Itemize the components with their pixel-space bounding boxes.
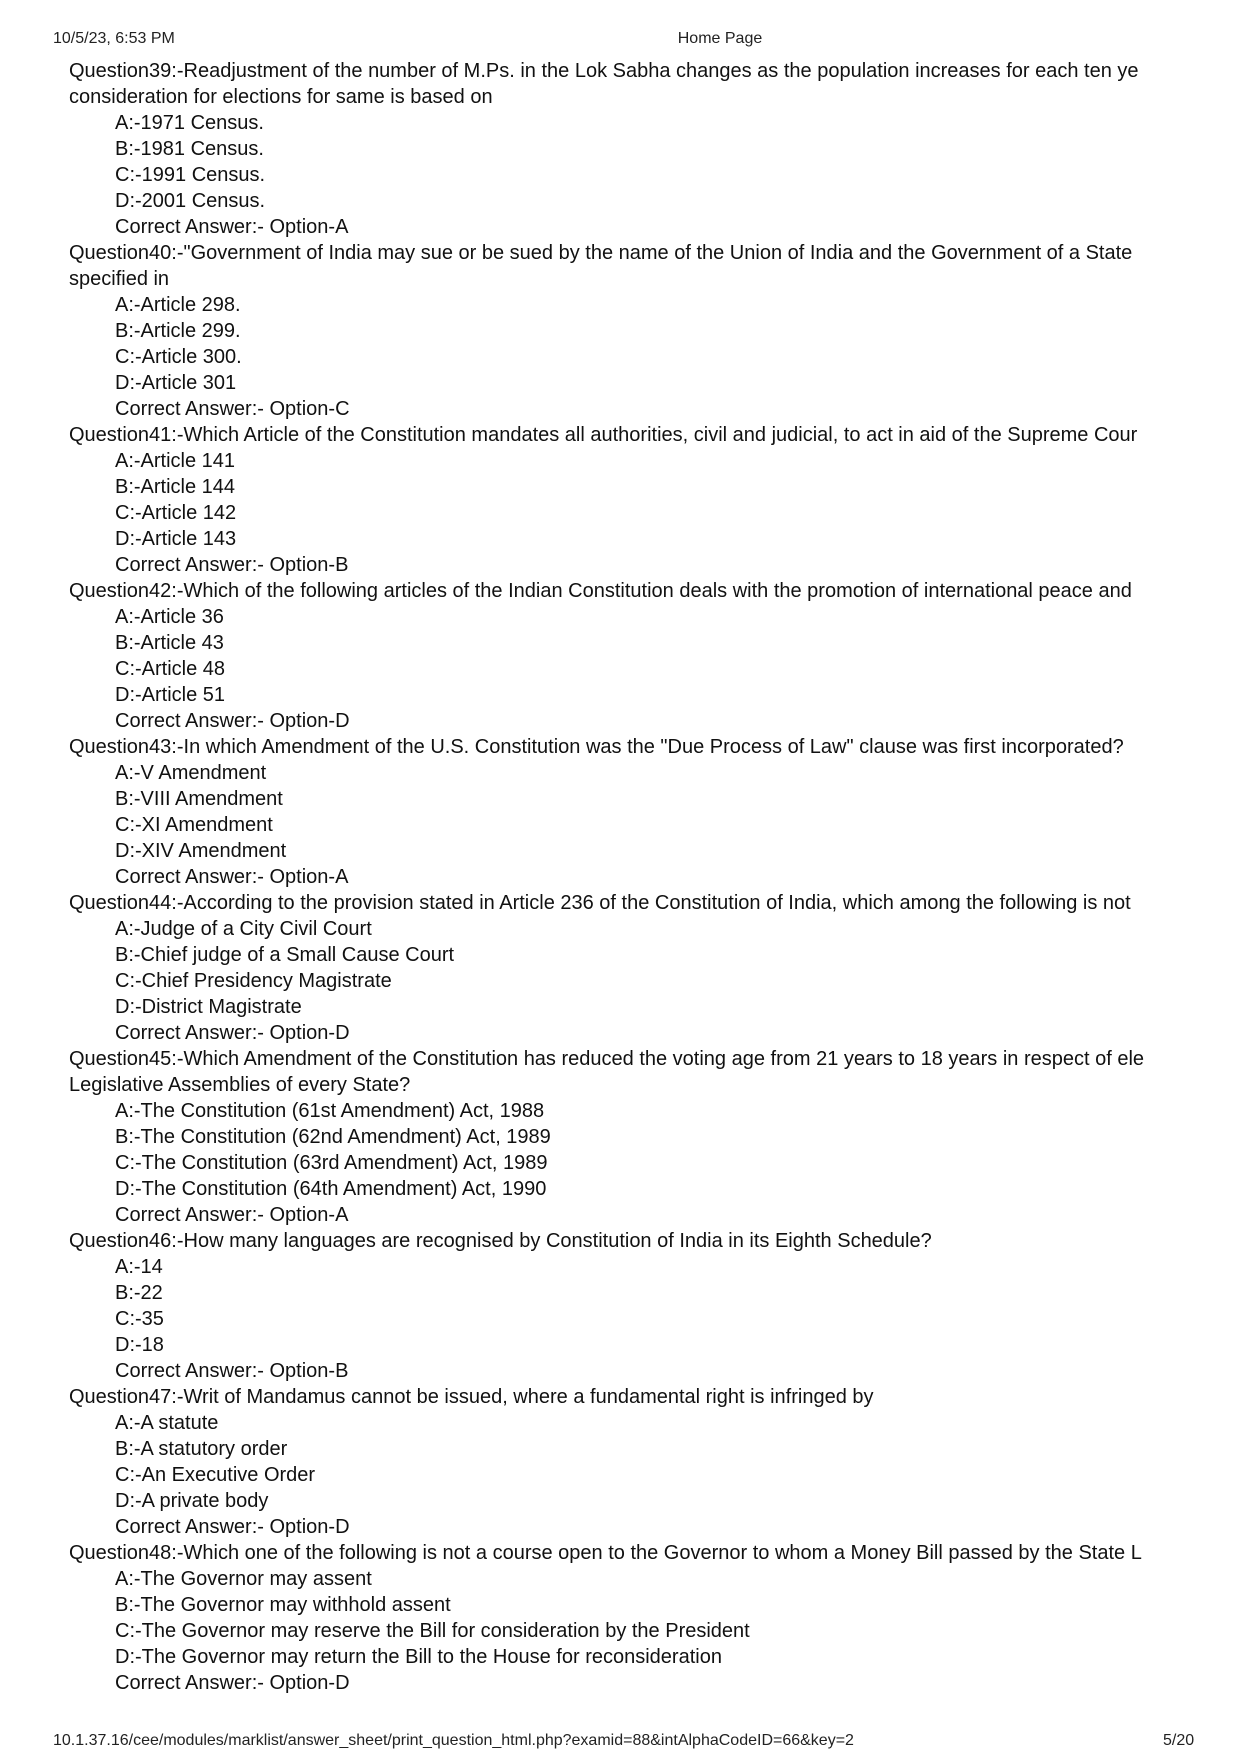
answer-option: B:-Article 43 — [115, 632, 224, 654]
page-title: Home Page — [677, 30, 763, 47]
answer-option: C:-1991 Census. — [115, 164, 266, 186]
answer-option: A:-1971 Census. — [115, 112, 264, 134]
page-url: 10.1.37.16/cee/modules/marklist/answer_sheet/print_question_html.php?examid=88&intAlphaCodeID=66&key=2 — [53, 1732, 854, 1749]
answer-option: C:-XI Amendment — [115, 814, 273, 836]
answer-option: A:-The Constitution (61st Amendment) Act, 1988 — [115, 1100, 545, 1122]
answer-option: D:-Article 301 — [115, 372, 237, 394]
answer-option: D:-A private body — [115, 1490, 269, 1512]
correct-answer: Correct Answer:- Option-A — [115, 866, 349, 888]
question-text: Question40:-"Government of India may sue or be sued by the name of the Union of India and the Government of a State — [69, 242, 1133, 264]
answer-option: C:-An Executive Order — [115, 1464, 316, 1486]
correct-answer: Correct Answer:- Option-B — [115, 1360, 349, 1382]
answer-option: B:-Article 299. — [115, 320, 241, 342]
correct-answer: Correct Answer:- Option-C — [115, 398, 350, 420]
question-text: Question41:-Which Article of the Constitution mandates all authorities, civil and judicial, to act in aid of the Supreme Cour — [69, 424, 1138, 446]
question-block — [69, 890, 1190, 1046]
answer-option: A:-14 — [115, 1256, 163, 1278]
print-datetime: 10/5/23, 6:53 PM — [53, 30, 175, 47]
question-text: Question46:-How many languages are recognised by Constitution of India in its Eighth Schedule? — [69, 1230, 932, 1252]
question-text-continued: consideration for elections for same is based on — [69, 86, 493, 108]
answer-option: B:-The Governor may withhold assent — [115, 1594, 451, 1616]
answer-option: D:-XIV Amendment — [115, 840, 287, 862]
answer-option: B:-Article 144 — [115, 476, 236, 498]
question-text-continued: specified in — [69, 268, 170, 290]
answer-option: D:-The Governor may return the Bill to the House for reconsideration — [115, 1646, 722, 1668]
correct-answer: Correct Answer:- Option-A — [115, 216, 349, 238]
correct-answer: Correct Answer:- Option-D — [115, 1672, 350, 1694]
answer-option: A:-V Amendment — [115, 762, 267, 784]
answer-option: D:-Article 143 — [115, 528, 237, 550]
question-text: Question45:-Which Amendment of the Constitution has reduced the voting age from 21 years to 18 years in respect of ele — [69, 1048, 1145, 1070]
question-block — [69, 422, 1190, 578]
question-text: Question42:-Which of the following articles of the Indian Constitution deals with the promotion of international peace and — [69, 580, 1132, 602]
answer-option: A:-Article 36 — [115, 606, 224, 628]
answer-option: D:-The Constitution (64th Amendment) Act, 1990 — [115, 1178, 547, 1200]
answer-option: C:-Article 300. — [115, 346, 242, 368]
question-text: Question39:-Readjustment of the number of M.Ps. in the Lok Sabha changes as the population increases for each ten ye — [69, 60, 1139, 82]
answer-option: D:-Article 51 — [115, 684, 226, 706]
correct-answer: Correct Answer:- Option-B — [115, 554, 349, 576]
answer-option: B:-VIII Amendment — [115, 788, 283, 810]
answer-option: C:-Article 142 — [115, 502, 237, 524]
answer-option: B:-Chief judge of a Small Cause Court — [115, 944, 455, 966]
answer-option: B:-A statutory order — [115, 1438, 288, 1460]
question-block — [69, 240, 1190, 422]
question-block — [69, 1384, 1190, 1540]
question-block — [69, 1228, 1190, 1384]
answer-option: A:-Article 141 — [115, 450, 236, 472]
answer-option: B:-22 — [115, 1282, 163, 1304]
question-text-continued: Legislative Assemblies of every State? — [69, 1074, 411, 1096]
answer-option: C:-The Governor may reserve the Bill for consideration by the President — [115, 1620, 750, 1642]
question-text: Question43:-In which Amendment of the U.S. Constitution was the "Due Process of Law" clause was first incorporated? — [69, 736, 1124, 758]
answer-option: C:-Article 48 — [115, 658, 226, 680]
question-block — [69, 734, 1190, 890]
answer-option: B:-1981 Census. — [115, 138, 264, 160]
page-number: 5/20 — [1163, 1732, 1195, 1749]
answer-option: A:-The Governor may assent — [115, 1568, 372, 1590]
correct-answer: Correct Answer:- Option-D — [115, 710, 350, 732]
answer-option: A:-Article 298. — [115, 294, 241, 316]
correct-answer: Correct Answer:- Option-A — [115, 1204, 349, 1226]
answer-option: D:-18 — [115, 1334, 164, 1356]
correct-answer: Correct Answer:- Option-D — [115, 1516, 350, 1538]
correct-answer: Correct Answer:- Option-D — [115, 1022, 350, 1044]
answer-option: D:-2001 Census. — [115, 190, 266, 212]
answer-option: C:-The Constitution (63rd Amendment) Act, 1989 — [115, 1152, 548, 1174]
answer-option: C:-Chief Presidency Magistrate — [115, 970, 392, 992]
answer-option: C:-35 — [115, 1308, 164, 1330]
answer-option: B:-The Constitution (62nd Amendment) Act, 1989 — [115, 1126, 551, 1148]
question-list — [69, 58, 1190, 1696]
question-block — [69, 578, 1190, 734]
question-block — [69, 1046, 1190, 1228]
question-text: Question48:-Which one of the following is not a course open to the Governor to whom a Money Bill passed by the State L — [69, 1542, 1142, 1564]
question-text: Question44:-According to the provision stated in Article 236 of the Constitution of India, which among the following is not — [69, 892, 1131, 914]
question-block — [69, 1540, 1190, 1696]
question-text: Question47:-Writ of Mandamus cannot be issued, where a fundamental right is infringed by — [69, 1386, 874, 1408]
answer-option: A:-A statute — [115, 1412, 219, 1434]
question-block — [69, 58, 1190, 240]
answer-option: A:-Judge of a City Civil Court — [115, 918, 372, 940]
answer-option: D:-District Magistrate — [115, 996, 302, 1018]
